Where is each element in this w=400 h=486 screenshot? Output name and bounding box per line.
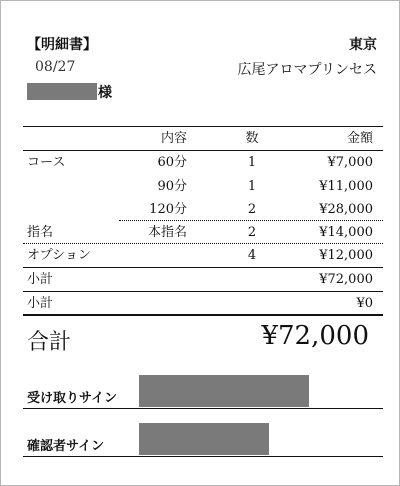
column-header-qty: 数 [245, 131, 259, 146]
confirmer-signature-label: 確認者サイン [27, 439, 105, 454]
row-qty: 1 [247, 179, 257, 194]
row-item: 本指名 [147, 225, 187, 240]
confirmer-signature-redacted [139, 423, 269, 455]
row-amount: ¥11,000 [319, 179, 373, 194]
subtotal-label: 小計 [27, 296, 54, 311]
receiver-signature-line [23, 408, 383, 409]
row-category: 指名 [27, 225, 54, 240]
total-rule [23, 314, 383, 316]
table-top-rule [23, 126, 383, 127]
row-qty: 4 [247, 248, 257, 263]
row-amount: ¥12,000 [319, 248, 373, 263]
honorific: 様 [98, 85, 112, 101]
options-rule [23, 267, 383, 268]
row-category: コース [27, 155, 66, 170]
subtotal-rule [23, 291, 383, 292]
document-title: 【明細書】 [27, 37, 97, 53]
subtotal-label: 小計 [27, 272, 54, 287]
customer-name-redacted [27, 83, 97, 100]
row-amount: ¥28,000 [319, 202, 373, 217]
date: 08/27 [35, 59, 76, 75]
column-header-item: 内容 [160, 131, 187, 146]
nomination-rule [23, 243, 383, 244]
course-section-rule [119, 220, 383, 221]
row-category: オプション [27, 248, 91, 263]
city: 東京 [349, 37, 377, 53]
total-amount: ¥72,000 [261, 321, 369, 351]
confirmer-signature-line [23, 456, 383, 457]
row-item: 90分 [157, 179, 187, 194]
row-qty: 1 [247, 155, 257, 170]
row-qty: 2 [247, 225, 257, 240]
row-amount: ¥14,000 [319, 225, 373, 240]
total-label: 合計 [27, 330, 72, 355]
subtotal-amount: ¥0 [356, 296, 373, 311]
header-rule [23, 150, 383, 151]
row-amount: ¥7,000 [327, 155, 373, 170]
row-item: 120分 [149, 202, 187, 217]
subtotal-amount: ¥72,000 [319, 272, 373, 287]
receiver-signature-redacted [139, 375, 309, 407]
shop-name: 広尾アロマプリンセス [237, 62, 377, 78]
receiver-signature-label: 受け取りサイン [27, 391, 118, 406]
column-header-amount: 金額 [346, 131, 373, 146]
row-qty: 2 [247, 202, 257, 217]
row-item: 60分 [157, 155, 187, 170]
